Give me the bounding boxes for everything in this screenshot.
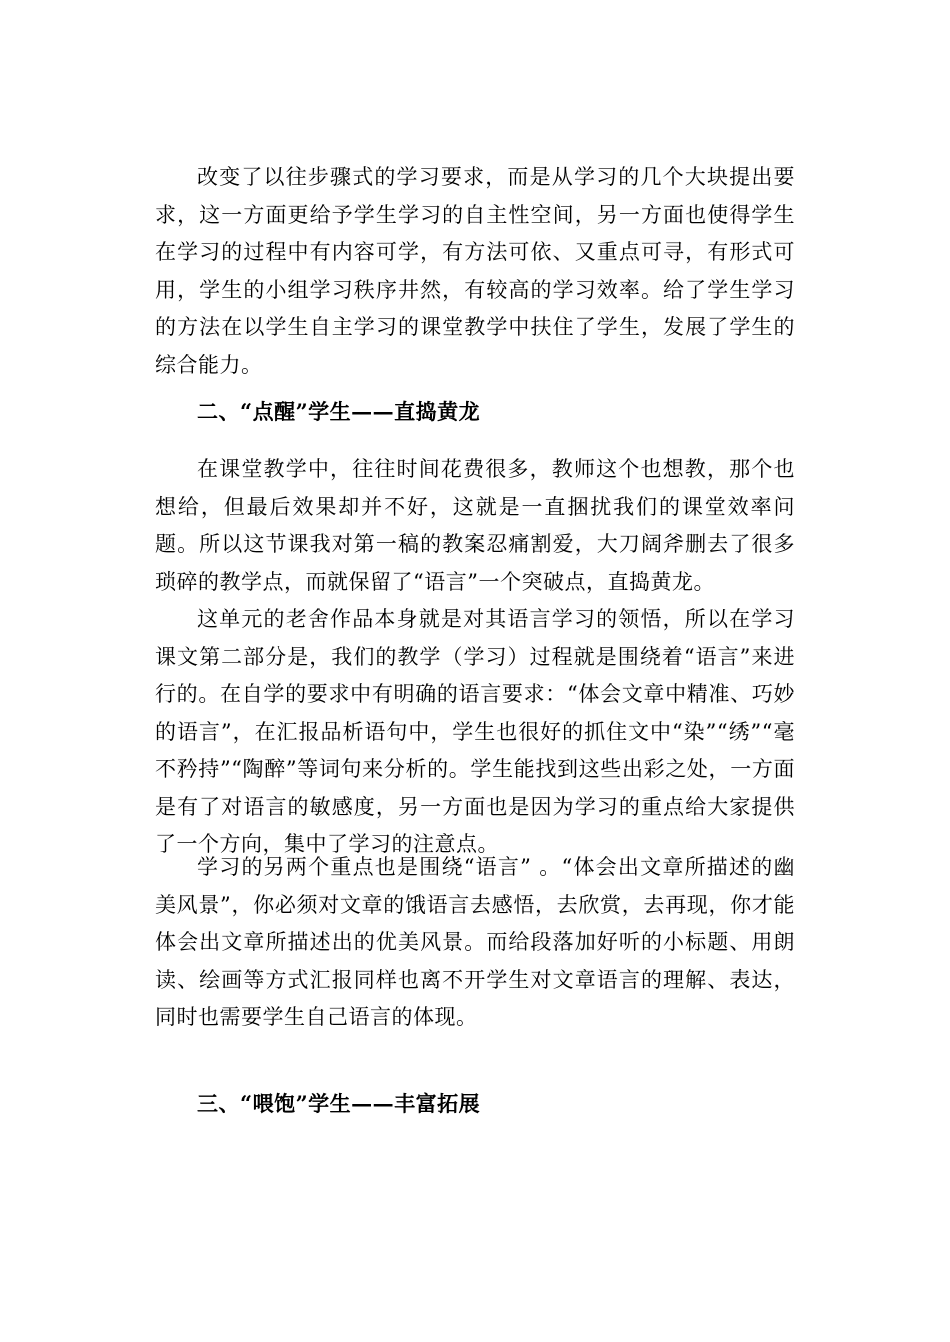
section-heading: 二、“点醒”学生——直捣黄龙	[197, 399, 481, 424]
paragraph: 在课堂教学中，往往时间花费很多，教师这个也想教，那个也想给，但最后效果却并不好，这就是一直捆扰我们的课堂效率问题。所以这节课我对第一稿的教案忍痛割爱，大刀阔斧删去了很多琐碎的教学点，而就保留了“语言”一个突破点，直捣黄龙。	[155, 457, 795, 594]
paragraph: 学习的另两个重点也是围绕“语言” 。“体会出文章所描述的幽美风景”，你必须对文章的饿语言去感悟，去欣赏，去再现，你才能体会出文章所描述出的优美风景。而给段落加好听的小标题、用朗读、绘画等方式汇报同样也离不开学生对文章语言的理解、表达，同时也需要学生自己语言的体现。	[155, 855, 795, 1029]
paragraph: 这单元的老舍作品本身就是对其语言学习的领悟，所以在学习课文第二部分是，我们的教学（学习）过程就是围绕着“语言”来进行的。在自学的要求中有明确的语言要求：“体会文章中精准、巧妙的语言”，在汇报品析语句中，学生也很好的抓住文中“染”“绣”“毫不矜持”“陶醉”等词句来分析的。学生能找到这些出彩之处，一方面是有了对语言的敏感度，另一方面也是因为学习的重点给大家提供了一个方向，集中了学习的注意点。	[155, 607, 795, 856]
section-heading: 三、“喂饱”学生——丰富拓展	[197, 1091, 481, 1116]
paragraph: 改变了以往步骤式的学习要求，而是从学习的几个大块提出要求，这一方面更给予学生学习的自主性空间，另一方面也使得学生在学习的过程中有内容可学，有方法可依、又重点可寻，有形式可用，学生的小组学习秩序井然，有较高的学习效率。给了学生学习的方法在以学生自主学习的课堂教学中扶住了学生，发展了学生的综合能力。	[155, 165, 795, 377]
